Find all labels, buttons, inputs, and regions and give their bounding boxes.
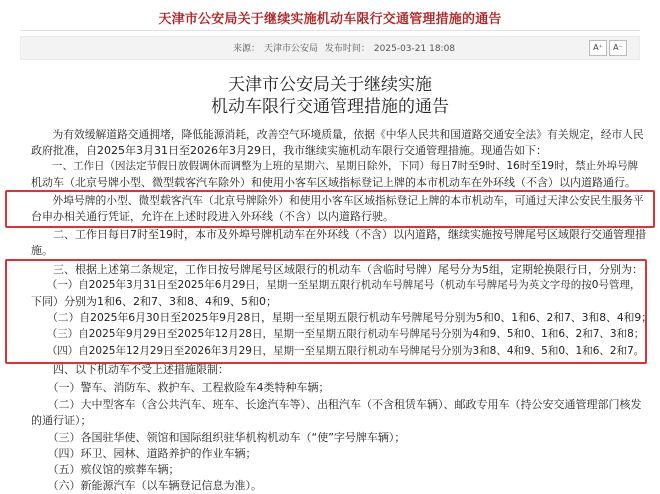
body-line: （四）环卫、园林、道路养护的作业车辆； xyxy=(31,447,257,460)
body-line: 二、工作日每日7时至19时，本市及外埠号牌机动车在外环线（不含）以内道路，继续实施按号牌尾号区域限行交通管理措 xyxy=(31,228,646,241)
font-increase-button[interactable]: A⁺ xyxy=(589,40,607,56)
highlight-box-paragraph xyxy=(5,190,655,228)
header-divider xyxy=(20,30,640,31)
body-line: 四、以下机动车不受上述措施限制： xyxy=(31,363,229,376)
body-line: 的通行证）； xyxy=(31,414,92,427)
body-line: 台申办相关通行凭证，允许在上述时段进入外环线（不含）以内道路行驶。 xyxy=(31,210,394,223)
date-value: 2025-03-21 18:08 xyxy=(373,44,456,54)
body-line: （一）自2025年3月31日至2025年6月29日，星期一至星期五限行机动车号牌尾号（机动车号牌尾号为英文字母的按0号管理， xyxy=(31,279,641,291)
page-title: 天津市公安局关于继续实施机动车限行交通管理措施的通告 xyxy=(158,12,502,27)
body-line: （二）大中型客车（含公共汽车、班车、长途汽车等）、出租汽车（不含租赁车辆）、邮政专用车（持公安交通管理部门核发 xyxy=(31,398,642,411)
body-line: 政府批准，自2025年3月31日至2026年3月29日，我市继续实施机动车限行交通管理措施。现通告如下： xyxy=(31,144,547,157)
body-line: （四）自2025年12月29日至2026年3月29日，星期一至星期五限行机动车号牌尾号分别为3和8、4和9、5和0、1和6、2和7。 xyxy=(31,345,645,357)
article-title-line1: 天津市公安局关于继续实施 xyxy=(228,75,432,95)
source-value: 天津市公安局 xyxy=(264,44,319,54)
page-header xyxy=(0,0,660,34)
body-line: 一、工作日（因法定节假日放假调休而调整为上班的星期六、星期日除外，下同）每日7时至9时、16时至19时，禁止外埠号牌 xyxy=(31,160,639,172)
body-line: （二）自2025年6月30日至2025年9月28日，星期一至星期五限行机动车号牌尾号分别为5和0、1和6、2和7、3和8、4和9； xyxy=(31,311,653,324)
body-line: 为有效缓解道路交通拥堵，降低能源消耗，改善空气环境质量，依据《中华人民共和国道路交通安全法》有关规定，经市人民 xyxy=(31,128,644,141)
article-meta xyxy=(233,41,459,54)
body-line: （三）各国驻华使、领馆和国际组织驻华机构机动车（“使”字号牌车辆）； xyxy=(31,431,406,444)
body-line: 机动车（北京号牌小型、微型载客汽车除外）和使用小客车区域指标登记上牌的本市机动车在外环线（不含）以内道路通行。 xyxy=(31,176,636,189)
body-line: 外埠号牌的小型、微型载客汽车（北京号牌除外）和使用小客车区域指标登记上牌的本市机动车，可通过天津公安民生服务平 xyxy=(31,194,644,207)
body-line: （五）殡仪馆的殡葬车辆； xyxy=(31,463,180,476)
meta-bar xyxy=(20,36,640,60)
source-label: 来源： xyxy=(233,44,261,54)
body-line: 下同）分别为1和6、2和7、3和8、4和9、5和0； xyxy=(31,295,277,308)
body-line: （三）自2025年9月29日至2025年12月28日，星期一至星期五限行机动车号牌尾号分别为4和9、5和0、1和6、2和7、3和8； xyxy=(31,328,645,340)
date-label: 发布时间： xyxy=(324,44,370,54)
font-decrease-button[interactable]: A⁻ xyxy=(609,40,627,56)
body-line: 三、根据上述第二条规定，工作日按号牌尾号区域限行的机动车（含临时号牌）尾号分为5组，定期轮换限行日，分别为： xyxy=(31,263,643,276)
body-line: 施。 xyxy=(31,244,53,257)
article-title-line2: 机动车限行交通管理措施的通告 xyxy=(211,97,449,117)
highlight-box-schedule xyxy=(5,259,647,364)
body-line: （六）新能源汽车（以车辆登记信息为准）。 xyxy=(31,479,262,492)
body-line: （一）警车、消防车、救护车、工程救险车4类特种车辆； xyxy=(31,381,330,394)
